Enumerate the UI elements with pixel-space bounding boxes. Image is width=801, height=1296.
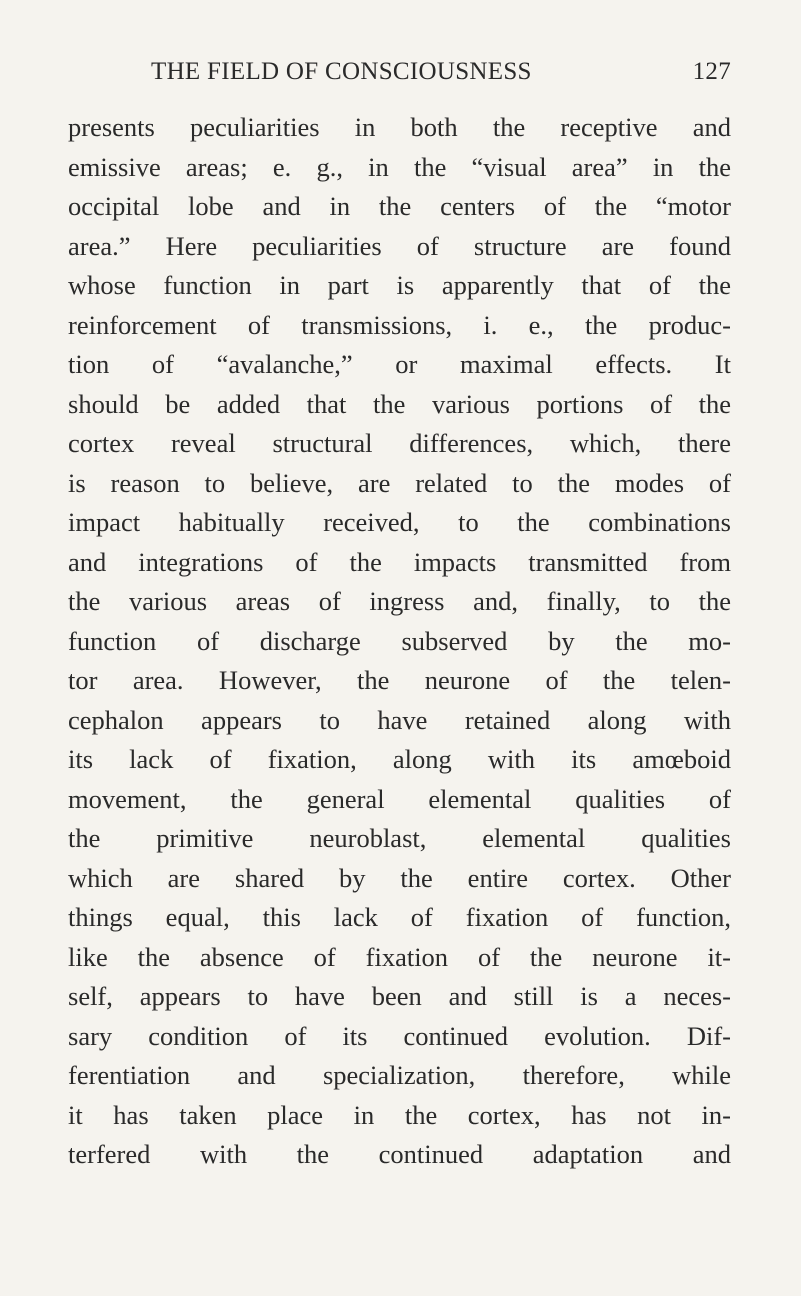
text-line: sary condition of its continued evolution. Dif- [68, 1020, 731, 1051]
text-line: area.” Here peculiarities of structure are found [68, 230, 731, 261]
text-line: its lack of fixation, along with its amœboid [68, 744, 731, 774]
text-line: cortex reveal structural differences, which, there [68, 428, 731, 458]
text-line: cephalon appears to have retained along with [68, 704, 731, 735]
text-line: it has taken place in the cortex, has not in- [68, 1099, 731, 1130]
text-line: emissive areas; e. g., in the “visual area” in the [68, 151, 731, 182]
text-line: terfered with the continued adaptation and [68, 1139, 731, 1169]
text-line: function of discharge subserved by the mo- [68, 625, 731, 656]
text-line: tion of “avalanche,” or maximal effects. It [68, 349, 731, 379]
text-line: reinforcement of transmissions, i. e., the produc- [68, 309, 731, 340]
text-line: movement, the general elemental qualities of [68, 783, 731, 814]
body-text [68, 108, 731, 1175]
text-line: should be added that the various portions of the [68, 388, 731, 419]
text-line: the various areas of ingress and, finally, to the [68, 586, 731, 616]
text-line: which are shared by the entire cortex. Other [68, 862, 731, 893]
text-line: presents peculiarities in both the receptive and [68, 112, 731, 142]
text-line: whose function in part is apparently that of the [68, 270, 731, 300]
text-line: and integrations of the impacts transmitted from [68, 546, 731, 577]
running-title: THE FIELD OF CONSCIOUSNESS [151, 58, 532, 85]
text-line: occipital lobe and in the centers of the “motor [68, 191, 731, 221]
text-line: things equal, this lack of fixation of function, [68, 902, 731, 932]
text-line: tor area. However, the neurone of the telen- [68, 665, 731, 695]
page-number: 127 [692, 58, 731, 85]
text-line: the primitive neuroblast, elemental qualities [68, 823, 731, 853]
running-head [68, 58, 731, 94]
text-line: is reason to believe, are related to the modes of [68, 467, 731, 498]
text-line: ferentiation and specialization, therefore, while [68, 1060, 731, 1090]
text-line: self, appears to have been and still is a neces- [68, 981, 731, 1011]
text-line: like the absence of fixation of the neurone it- [68, 941, 731, 972]
text-line: impact habitually received, to the combinations [68, 507, 731, 537]
